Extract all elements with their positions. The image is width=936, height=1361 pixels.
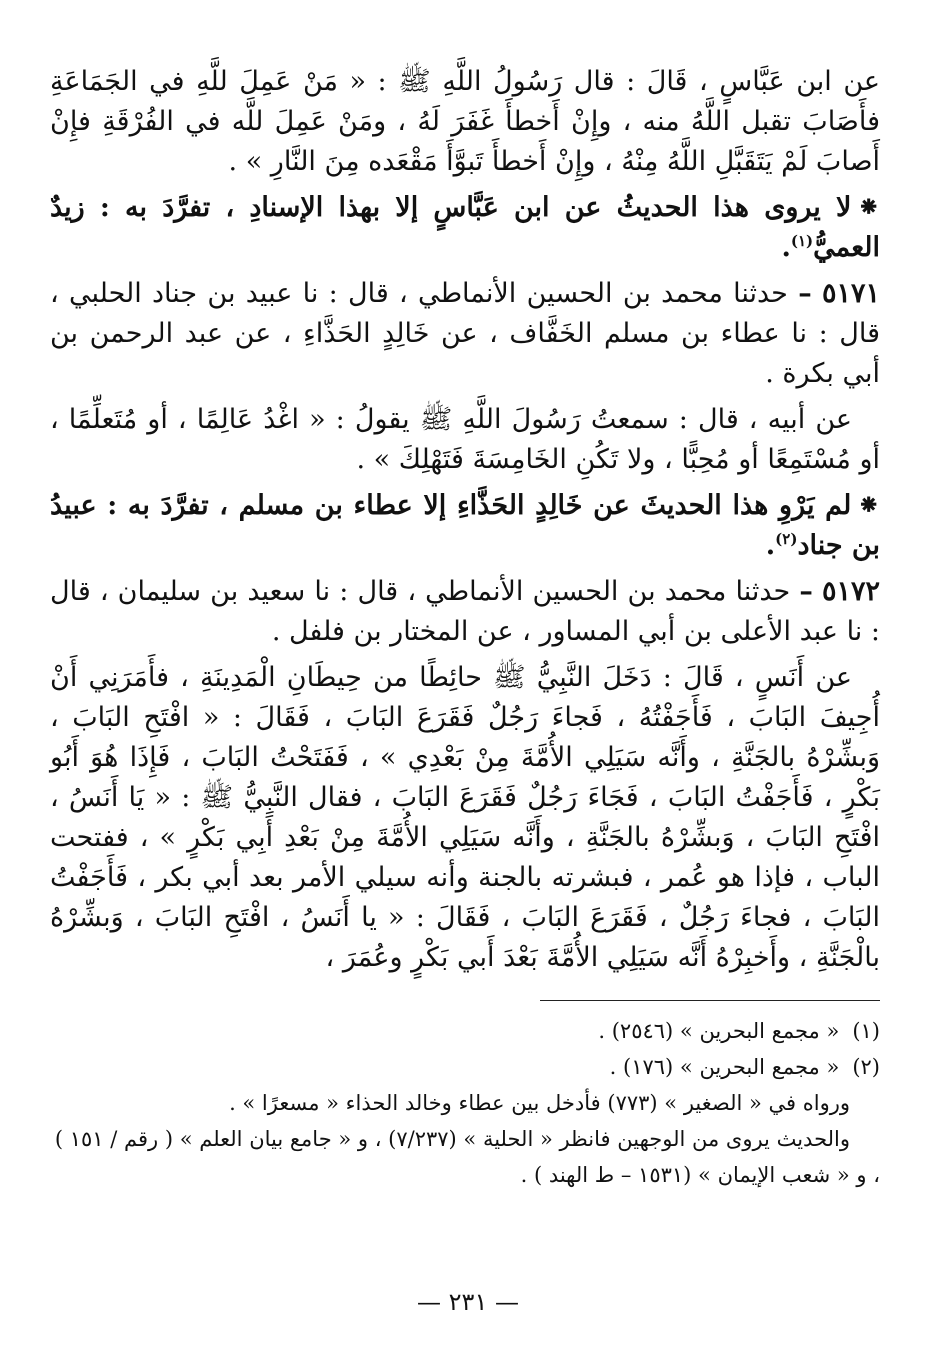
footnotes: [50, 1013, 880, 1193]
footnote-text: « مجمع البحرين » (٢٥٤٦) .: [598, 1019, 840, 1043]
note-paragraph: ⁕لا يروى هذا الحديثُ عن ابن عَبَّاسٍ إلا بهذا الإسنادِ ، تفرَّدَ به : زيدٌ العميُّ$^{(١)}$.: [50, 192, 880, 263]
footnote-1: [50, 1013, 880, 1049]
footnote-continuation: والحديث يروى من الوجهين فانظر « الحلية » (٧/٢٣٧) ، و « جامع بيان العلم » ( رقم / ١٥١ ) ، و « شعب الإيمان » (١٥٣١ – ط الهند ) .: [54, 1127, 880, 1187]
paragraph-text: عن ابن عَبَّاسٍ ، قَالَ : قال رَسُولُ اللَّهِ ﷺ : « مَنْ عَمِلَ للَّهِ في الجَمَاعَةِ فأَصَابَ تقبل اللَّهُ منه ، وإِنْ أَخطأَ غَفَرَ لَهُ ، ومَنْ عَمِلَ للَّه في الفُرْقَةِ فإِنْ أَصابَ لَمْ يَتَقَبَّلِ اللَّهُ مِنْهُ ، وإِنْ أَخطأَ تَبوَّأَ مَقْعَده مِنَ النَّارِ » .: [50, 66, 880, 177]
asterisk-icon: ⁕: [857, 192, 880, 223]
footnote-continuation: ورواه في « الصغير » (٧٧٣) فأدخل بين عطاء وخالد الحذاء « مسعرًا » .: [229, 1091, 850, 1115]
footnote-text: « مجمع البحرين » (١٧٦) .: [609, 1055, 840, 1079]
footnote-label: (٢): [852, 1055, 880, 1079]
paragraph-text: عن أبيه ، قال : سمعتُ رَسُولَ اللَّهِ ﷺ يقولُ : « اغْدُ عَالِمًا ، أو مُتَعلِّمًا ، أو مُسْتَمِعًا أو مُحِبًّا ، ولا تَكُنِ الخَامِسَةَ فَتَهْلِكَ » .: [50, 404, 880, 475]
paragraph-text: لا يروى هذا الحديثُ عن ابن عَبَّاسٍ إلا بهذا الإسنادِ ، تفرَّدَ به : زيدٌ العميُّ: [50, 192, 880, 263]
footnote-label: (١): [852, 1019, 880, 1043]
note-paragraph: ⁕لم يَرْوِ هذا الحديثَ عن خَالِدٍ الحَذَّاءِ إلا عطاء بن مسلم ، تفرَّدَ به : عبيدُ بن جناد$^{(٢)}$.: [50, 490, 880, 561]
footnote-ref: (٢): [775, 530, 798, 548]
hadith-text: [50, 62, 880, 182]
hadith-number: ٥١٧١: [821, 278, 880, 309]
page-number: — ٢٣١ —: [417, 1288, 519, 1316]
paragraph-text: عن أَنَسٍ ، قَالَ : دَخَلَ النَّبِيُّ ﷺ حائِطًا من حِيطَانِ الْمَدِينَةِ ، فأَمَرَنِي أَنْ أُجِيفَ البَابَ ، فَأَجَفْتُهُ ، فَجاءَ رَجُلٌ فَقَرَعَ البَابَ ، فَقَالَ : « افْتَحِ البَابَ ، وَبشِّرْهُ بالجَنَّةِ ، وأَنَّه سَيَلِي الأُمَّةَ مِنْ بَعْدِي » ، فَفَتَحْتُ البَابَ ، فَإِذَا هُوَ أَبُو بَكْرٍ ، فَأَجَفْتُ البَابَ ، فَجَاءَ رَجُلٌ فَقَرَعَ البَابَ ، فقال النَّبِيُّ ﷺ : « يَا أَنَسُ ، افْتَحِ البَابَ ، وَبشِّرْهُ بالجَنَّةِ ، وأَنَّه سَيَلِي الأُمَّةَ مِنْ بَعْدِ أَبِي بَكْرٍ » ، ففتحت الباب ، فإذا هو عُمر ، فبشرته بالجنة وأنه سيلي الأمر بعد أبي بكر ، فَأَجَفْتُ البَابَ ، فجاءَ رَجُلٌ ، فَقَرَعَ البَابَ ، فَقَالَ : « يا أَنَسُ ، افْتَحِ البَابَ ، وَبشِّرْهُ بالْجَنَّةِ ، وأَخبِرْهُ أَنَّه سَيَلِي الأُمَّةَ بَعْدَ أَبي بَكْرٍ وعُمَرَ ،: [50, 662, 880, 973]
footnote-divider: [540, 1000, 880, 1001]
hadith-text: [50, 400, 880, 480]
main-text: [50, 62, 880, 978]
dash: –: [798, 278, 812, 309]
paragraph-text: لم يَرْوِ هذا الحديثَ عن خَالِدٍ الحَذَّاءِ إلا عطاء بن مسلم ، تفرَّدَ به : عبيدُ بن جناد: [50, 490, 880, 561]
hadith-chain: [50, 572, 880, 652]
dash: –: [799, 576, 813, 607]
hadith-chain: [50, 274, 880, 394]
hadith-text: [50, 658, 880, 978]
footnote-ref: (١): [790, 232, 814, 250]
footnote-2: [50, 1049, 880, 1085]
asterisk-icon: ⁕: [857, 490, 880, 521]
hadith-number: ٥١٧٢: [821, 576, 880, 607]
paragraph-text: حدثنا محمد بن الحسين الأنماطي ، قال : نا عبيد بن جناد الحلبي ، قال : نا عطاء بن مسلم الخَفَّاف ، عن خَالِدٍ الحَذَّاءِ ، عن عبد الرحمن بن أبي بكرة .: [50, 278, 880, 389]
paragraph-text: حدثنا محمد بن الحسين الأنماطي ، قال : نا سعيد بن سليمان ، قال : نا عبد الأعلى بن أبي المساور ، عن المختار بن فلفل .: [50, 576, 880, 647]
